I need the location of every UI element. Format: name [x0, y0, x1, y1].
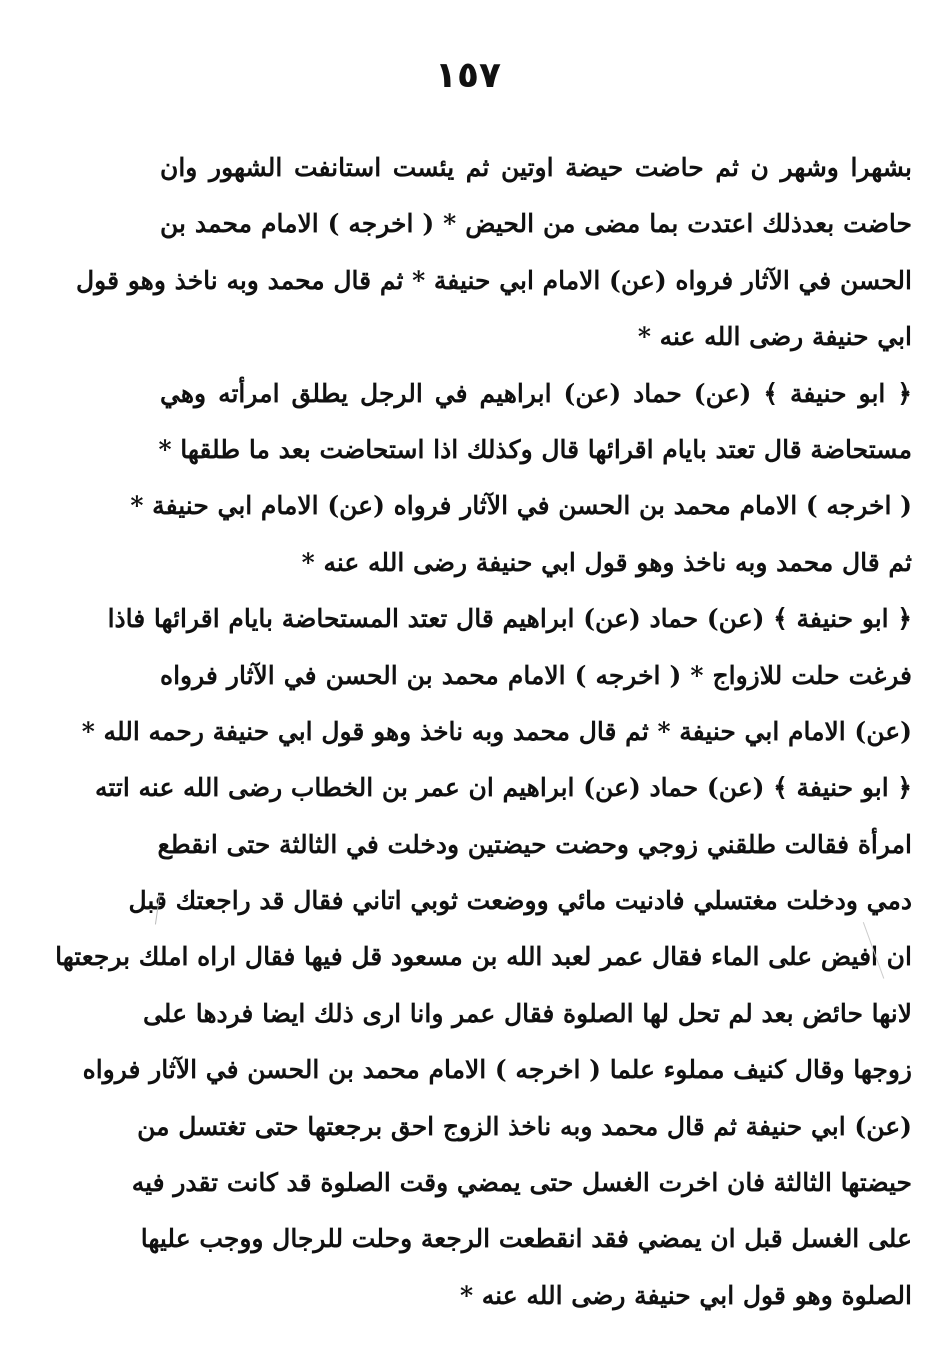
body-text: [55, 140, 912, 1324]
text-line: حيضتها الثالثة فان اخرت الغسل حتى يمضي وقت الصلوة قد كانت تقدر فيه: [131, 1168, 912, 1198]
text-line: زوجها وقال كنيف مملوء علما ( اخرجه ) الامام محمد بن الحسن في الآثار فرواه: [82, 1055, 912, 1085]
text-line: دمي ودخلت مغتسلي فادنيت مائي ووضعت ثوبي اتاني فقال قد راجعتك قبل: [128, 886, 912, 916]
text-line: ( اخرجه ) الامام محمد بن الحسن في الآثار فرواه (عن) الامام ابي حنيفة *: [130, 491, 912, 521]
text-line: ﴿ ابو حنيفة ﴾ (عن) حماد (عن) ابراهيم ان عمر بن الخطاب رضى الله عنه اتته: [94, 773, 912, 803]
text-line: فرغت حلت للازواج * ( اخرجه ) الامام محمد بن الحسن في الآثار فرواه: [160, 660, 912, 690]
text-line: ﴿ ابو حنيفة ﴾ (عن) حماد (عن) ابراهيم في الرجل يطلق امرأته وهي: [160, 378, 912, 408]
text-line: امرأة فقالت طلقني زوجي وحضت حيضتين ودخلت في الثالثة حتى انقطع: [157, 829, 912, 859]
text-line: ﴿ ابو حنيفة ﴾ (عن) حماد (عن) ابراهيم قال تعتد المستحاضة بايام اقرائها فاذا: [107, 604, 912, 634]
text-line: على الغسل قبل ان يمضي فقد انقطعت الرجعة وحلت للرجال ووجب عليها: [140, 1224, 912, 1254]
text-line: (عن) الامام ابي حنيفة * ثم قال محمد وبه ناخذ وهو قول ابي حنيفة رحمه الله *: [81, 716, 912, 746]
text-line: ثم قال محمد وبه ناخذ وهو قول ابي حنيفة رضى الله عنه *: [301, 547, 912, 577]
text-line: مستحاضة قال تعتد بايام اقرائها قال وكذلك اذا استحاضت بعد ما طلقها *: [158, 434, 912, 464]
text-line: حاضت بعدذلك اعتدت بما مضى من الحيض * ( اخرجه ) الامام محمد بن: [160, 209, 912, 239]
page-number: ١٥٧: [435, 55, 501, 96]
text-line: ان افيض على الماء فقال عمر لعبد الله بن مسعود قل فيها فقال اراه املك برجعتها: [55, 942, 912, 972]
text-line: الحسن في الآثار فرواه (عن) الامام ابي حنيفة * ثم قال محمد وبه ناخذ وهو قول: [75, 265, 912, 295]
text-line: بشهرا وشهر ن ثم حاضت حيضة اوتين ثم يئست استانفت الشهور وان: [160, 153, 912, 182]
text-line: لانها حائض بعد لم تحل لها الصلوة فقال عمر وانا ارى ذلك ايضا فردها على: [142, 998, 912, 1028]
text-line: (عن) ابي حنيفة ثم قال محمد وبه ناخذ الزوج احق برجعتها حتى تغتسل من: [137, 1111, 912, 1141]
text-line: الصلوة وهو قول ابي حنيفة رضى الله عنه *: [459, 1280, 912, 1310]
text-line: ابي حنيفة رضى الله عنه *: [637, 322, 912, 352]
